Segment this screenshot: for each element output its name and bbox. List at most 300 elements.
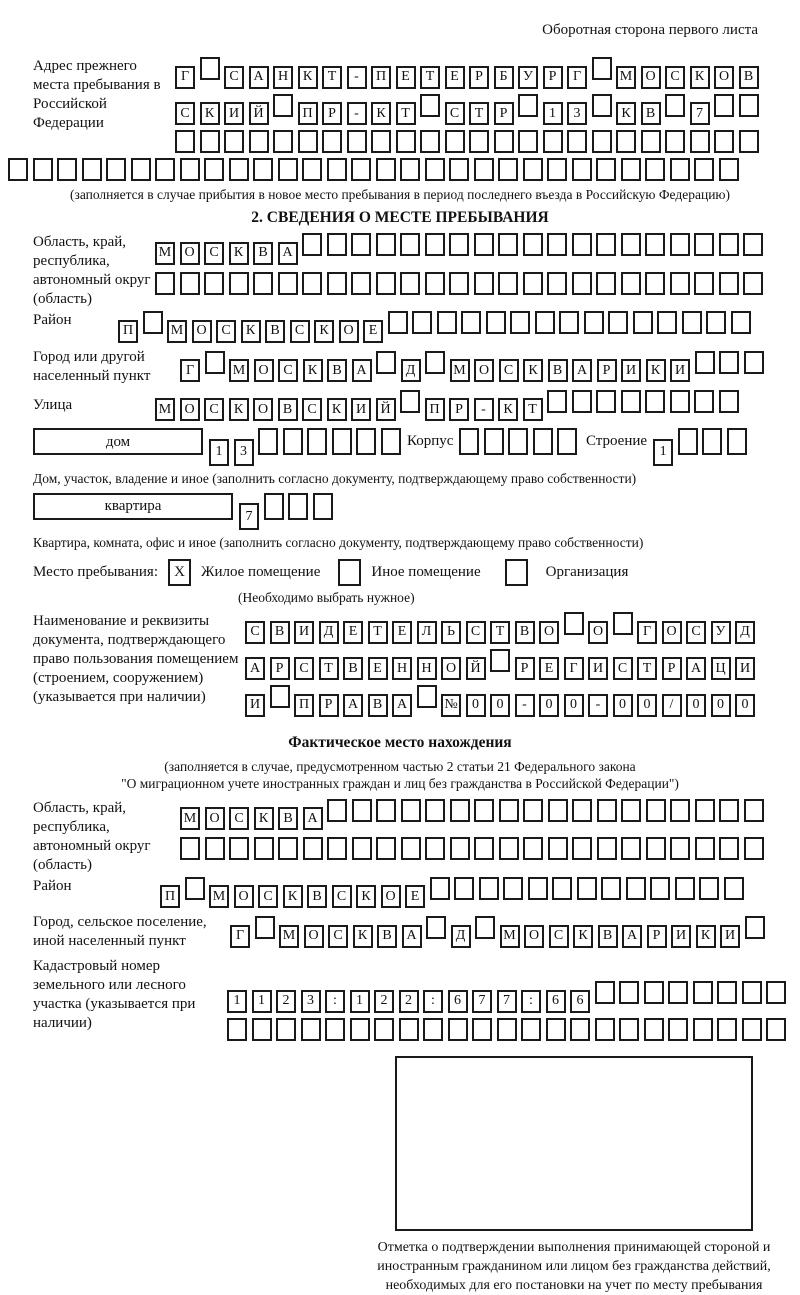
char-cell	[450, 799, 470, 822]
char-cell	[572, 390, 592, 413]
char-cell: В	[278, 807, 298, 830]
char-cell	[548, 799, 568, 822]
char-cell	[572, 158, 592, 181]
house-note: Дом, участок, владение и иное (заполнить согласно документу, подтверждающему право собственности)	[33, 470, 637, 486]
char-cell	[303, 837, 323, 860]
char-cell	[497, 1018, 517, 1041]
char-cell: 0	[539, 694, 559, 717]
char-cell	[454, 877, 474, 900]
char-cell	[670, 799, 690, 822]
char-cell: Й	[249, 102, 269, 125]
char-cell	[595, 1018, 615, 1041]
char-cell: А	[343, 694, 363, 717]
char-cell	[143, 311, 163, 334]
char-cell: О	[254, 359, 274, 382]
char-cell	[567, 130, 587, 153]
char-cell	[621, 837, 641, 860]
char-cell	[592, 130, 612, 153]
char-cell: Л	[417, 621, 437, 644]
char-cell	[484, 428, 504, 455]
char-cell: А	[392, 694, 412, 717]
char-cell: М	[450, 359, 470, 382]
checkbox-zhiloe: X	[168, 559, 191, 586]
cadastral-field	[0, 957, 800, 1046]
char-cell: :	[325, 990, 345, 1013]
char-cell: Г	[564, 657, 584, 680]
char-cell: К	[690, 66, 710, 89]
house-field	[33, 428, 800, 466]
char-cell: 1	[543, 102, 563, 125]
char-cell: О	[662, 621, 682, 644]
char-cell: В	[377, 925, 397, 948]
char-cell: О	[339, 320, 359, 343]
char-cell	[388, 311, 408, 334]
char-cell	[474, 799, 494, 822]
char-cell: Г	[175, 66, 195, 89]
char-cell	[670, 390, 690, 413]
char-cell	[350, 1018, 370, 1041]
korpus-label: Корпус	[407, 433, 454, 449]
char-cell: 6	[448, 990, 468, 1013]
char-cell	[325, 1018, 345, 1041]
char-cell: С	[245, 621, 265, 644]
char-cell: А	[303, 807, 323, 830]
char-cell	[717, 1018, 737, 1041]
char-cell: Г	[637, 621, 657, 644]
char-cell	[425, 351, 445, 374]
char-cell: И	[720, 925, 740, 948]
char-cell: В	[265, 320, 285, 343]
city-label: Город или другой населенный пункт	[33, 348, 151, 384]
char-cell: 0	[686, 694, 706, 717]
apartment-cells	[239, 507, 337, 524]
char-cell: Т	[396, 102, 416, 125]
char-cell	[595, 981, 615, 1004]
prev-address-row-2	[175, 94, 763, 126]
char-cell	[255, 916, 275, 939]
actual-district-row	[160, 877, 748, 909]
char-cell: П	[160, 885, 180, 908]
char-cell	[714, 94, 734, 117]
char-cell	[745, 916, 765, 939]
char-cell	[510, 311, 530, 334]
char-cell	[645, 390, 665, 413]
char-cell	[469, 130, 489, 153]
char-cell	[719, 799, 739, 822]
char-cell: М	[209, 885, 229, 908]
char-cell: Е	[343, 621, 363, 644]
char-cell: О	[205, 807, 225, 830]
char-cell	[695, 351, 715, 374]
char-cell	[528, 877, 548, 900]
char-cell: О	[192, 320, 212, 343]
apartment-note: Квартира, комната, офис и иное (заполнить согласно документу, подтверждающему право собственности)	[33, 535, 644, 550]
char-cell	[742, 1018, 762, 1041]
char-cell	[719, 837, 739, 860]
char-cell	[356, 428, 376, 455]
char-cell	[557, 428, 577, 455]
char-cell: С	[332, 885, 352, 908]
char-cell: 7	[497, 990, 517, 1013]
char-cell: В	[515, 621, 535, 644]
char-cell: 2	[374, 990, 394, 1013]
doc-field	[0, 612, 800, 722]
char-cell	[253, 158, 273, 181]
char-cell	[264, 493, 284, 520]
char-cell	[327, 158, 347, 181]
char-cell: М	[229, 359, 249, 382]
char-cell	[351, 158, 371, 181]
char-cell: 0	[735, 694, 755, 717]
char-cell	[479, 877, 499, 900]
char-cell: П	[298, 102, 318, 125]
char-cell	[472, 1018, 492, 1041]
char-cell	[592, 94, 612, 117]
char-cell: 3	[567, 102, 587, 125]
char-cell: Г	[180, 359, 200, 382]
city-field	[0, 348, 800, 386]
char-cell	[499, 799, 519, 822]
char-cell: О	[524, 925, 544, 948]
char-cell: К	[696, 925, 716, 948]
char-cell: К	[200, 102, 220, 125]
char-cell	[719, 351, 739, 374]
char-cell	[449, 272, 469, 295]
char-cell	[474, 233, 494, 256]
char-cell: М	[616, 66, 636, 89]
char-cell	[547, 272, 567, 295]
char-cell: О	[714, 66, 734, 89]
doc-label: Наименование и реквизиты документа, подтверждающего право пользования помещением (строением, сооружением) (указывается при наличии)	[33, 613, 239, 705]
char-cell: С	[175, 102, 195, 125]
char-cell: В	[270, 621, 290, 644]
char-cell: К	[353, 925, 373, 948]
stamp-caption: Отметка о подтверждении выполнения принимающей стороной и иностранным гражданином или лицом без гражданства действий, необходимых для его постановки на учет по месту пребывания	[377, 1239, 771, 1293]
char-cell	[474, 837, 494, 860]
char-cell	[420, 130, 440, 153]
actual-region-row-2	[180, 837, 768, 860]
char-cell: 7	[239, 503, 259, 530]
char-cell	[399, 1018, 419, 1041]
actual-city-label: Город, сельское поселение, иной населенный пункт	[33, 914, 207, 949]
char-cell	[204, 158, 224, 181]
char-cell	[494, 130, 514, 153]
char-cell	[670, 837, 690, 860]
char-cell	[650, 877, 670, 900]
char-cell: С	[278, 359, 298, 382]
char-cell	[180, 837, 200, 860]
char-cell	[597, 837, 617, 860]
char-cell	[597, 799, 617, 822]
char-cell: Т	[322, 66, 342, 89]
char-cell	[200, 57, 220, 80]
char-cell: В	[739, 66, 759, 89]
char-cell: Е	[405, 885, 425, 908]
char-cell	[727, 428, 747, 455]
char-cell	[376, 837, 396, 860]
char-cell	[204, 272, 224, 295]
char-cell: О	[588, 621, 608, 644]
char-cell: №	[441, 694, 461, 717]
char-cell	[702, 428, 722, 455]
char-cell: В	[253, 242, 273, 265]
char-cell: Т	[637, 657, 657, 680]
char-cell	[229, 158, 249, 181]
char-cell	[224, 130, 244, 153]
char-cell: О	[253, 398, 273, 421]
char-cell: С	[204, 242, 224, 265]
char-cell	[678, 428, 698, 455]
char-cell	[396, 130, 416, 153]
char-cell: -	[588, 694, 608, 717]
actual-location-title: Фактическое место нахождения	[288, 733, 512, 751]
char-cell: И	[735, 657, 755, 680]
char-cell	[665, 130, 685, 153]
char-cell: И	[245, 694, 265, 717]
char-cell: О	[180, 398, 200, 421]
char-cell	[645, 233, 665, 256]
char-cell: 0	[637, 694, 657, 717]
char-cell	[155, 158, 175, 181]
char-cell	[670, 272, 690, 295]
char-cell	[646, 799, 666, 822]
char-cell	[695, 799, 715, 822]
char-cell: 1	[209, 439, 229, 466]
char-cell	[668, 1018, 688, 1041]
char-cell: 0	[490, 694, 510, 717]
char-cell: В	[327, 359, 347, 382]
char-cell: Р	[647, 925, 667, 948]
char-cell: -	[515, 694, 535, 717]
char-cell	[646, 837, 666, 860]
checkbox-organizatsiya	[505, 559, 528, 586]
char-cell	[619, 1018, 639, 1041]
char-cell	[420, 94, 440, 117]
region-row-2	[155, 272, 768, 295]
char-cell	[475, 916, 495, 939]
char-cell	[503, 877, 523, 900]
char-cell: 2	[399, 990, 419, 1013]
char-cell: С	[290, 320, 310, 343]
char-cell: К	[523, 359, 543, 382]
char-cell	[572, 837, 592, 860]
char-cell	[400, 390, 420, 413]
char-cell: -	[347, 66, 367, 89]
char-cell: Ц	[711, 657, 731, 680]
char-cell	[577, 877, 597, 900]
char-cell: С	[613, 657, 633, 680]
char-cell: В	[641, 102, 661, 125]
char-cell	[523, 837, 543, 860]
stay-type-note: (Необходимо выбрать нужное)	[238, 590, 415, 605]
actual-region-label: Область, край, республика, автономный округ (область)	[33, 799, 151, 873]
char-cell: К	[646, 359, 666, 382]
char-cell: М	[155, 398, 175, 421]
char-cell	[351, 233, 371, 256]
char-cell	[278, 272, 298, 295]
char-cell: Е	[363, 320, 383, 343]
char-cell	[621, 233, 641, 256]
char-cell: К	[616, 102, 636, 125]
char-cell	[499, 837, 519, 860]
actual-location-note-1: (заполняется в случае, предусмотренном частью 2 статьи 21 Федерального закона	[164, 758, 636, 774]
char-cell	[596, 390, 616, 413]
char-cell: М	[155, 242, 175, 265]
char-cell	[693, 1018, 713, 1041]
char-cell: К	[254, 807, 274, 830]
char-cell: Т	[420, 66, 440, 89]
char-cell: Д	[451, 925, 471, 948]
actual-location-note-2: "О миграционном учете иностранных граждан и лиц без гражданства в Российской Федерации")	[121, 775, 679, 791]
char-cell: Р	[597, 359, 617, 382]
char-cell: К	[229, 398, 249, 421]
char-cell	[417, 685, 437, 708]
char-cell	[278, 837, 298, 860]
char-cell: Й	[466, 657, 486, 680]
street-label: Улица	[33, 396, 73, 413]
checkbox-inoe	[338, 559, 361, 586]
char-cell	[719, 158, 739, 181]
char-cell	[547, 233, 567, 256]
char-cell: Е	[392, 621, 412, 644]
char-cell: Р	[662, 657, 682, 680]
char-cell	[621, 272, 641, 295]
char-cell	[374, 1018, 394, 1041]
char-cell	[645, 272, 665, 295]
char-cell	[572, 233, 592, 256]
char-cell	[426, 916, 446, 939]
char-cell	[8, 158, 28, 181]
prev-address-label: Адрес прежнего места пребывания в Российской Федерации	[33, 58, 161, 131]
char-cell: А	[249, 66, 269, 89]
char-cell: 1	[350, 990, 370, 1013]
apartment-box: квартира	[33, 493, 233, 520]
char-cell	[423, 1018, 443, 1041]
actual-region-row-1	[180, 799, 768, 831]
char-cell	[401, 837, 421, 860]
char-cell: М	[279, 925, 299, 948]
char-cell	[547, 390, 567, 413]
char-cell	[665, 94, 685, 117]
char-cell: К	[241, 320, 261, 343]
char-cell: -	[347, 102, 367, 125]
char-cell: Р	[270, 657, 290, 680]
char-cell	[400, 272, 420, 295]
char-cell: К	[573, 925, 593, 948]
char-cell	[675, 877, 695, 900]
char-cell	[498, 158, 518, 181]
char-cell	[175, 130, 195, 153]
char-cell	[376, 351, 396, 374]
char-cell	[229, 837, 249, 860]
char-cell: О	[474, 359, 494, 382]
char-cell: А	[402, 925, 422, 948]
char-cell: С	[686, 621, 706, 644]
char-cell: 7	[472, 990, 492, 1013]
char-cell	[371, 130, 391, 153]
char-cell	[724, 877, 744, 900]
char-cell: К	[303, 359, 323, 382]
char-cell: А	[245, 657, 265, 680]
char-cell	[719, 233, 739, 256]
char-cell	[270, 685, 290, 708]
char-cell: Р	[319, 694, 339, 717]
char-cell: О	[539, 621, 559, 644]
char-cell: И	[621, 359, 641, 382]
char-cell	[657, 311, 677, 334]
char-cell	[596, 233, 616, 256]
prev-address-row-1	[175, 57, 763, 89]
actual-region-field	[0, 799, 800, 875]
char-cell	[644, 1018, 664, 1041]
char-cell	[694, 233, 714, 256]
char-cell	[508, 428, 528, 455]
char-cell	[490, 649, 510, 672]
char-cell: Е	[445, 66, 465, 89]
char-cell: В	[307, 885, 327, 908]
char-cell	[205, 837, 225, 860]
char-cell	[743, 233, 763, 256]
char-cell	[619, 981, 639, 1004]
char-cell	[227, 1018, 247, 1041]
char-cell	[584, 311, 604, 334]
char-cell	[351, 272, 371, 295]
char-cell	[474, 272, 494, 295]
char-cell	[596, 272, 616, 295]
char-cell: 0	[613, 694, 633, 717]
char-cell	[106, 158, 126, 181]
char-cell: Т	[368, 621, 388, 644]
char-cell	[400, 233, 420, 256]
char-cell	[592, 57, 612, 80]
char-cell	[425, 799, 445, 822]
char-cell: Д	[735, 621, 755, 644]
korpus-cells	[459, 442, 582, 459]
char-cell	[766, 981, 786, 1004]
stamp-box	[395, 1056, 753, 1231]
char-cell: -	[474, 398, 494, 421]
char-cell: Д	[401, 359, 421, 382]
char-cell	[518, 94, 538, 117]
char-cell: 3	[301, 990, 321, 1013]
char-cell	[690, 130, 710, 153]
char-cell	[717, 981, 737, 1004]
char-cell	[327, 233, 347, 256]
char-cell	[621, 390, 641, 413]
char-cell: Т	[469, 102, 489, 125]
char-cell	[412, 311, 432, 334]
char-cell: П	[425, 398, 445, 421]
doc-row-1	[245, 612, 760, 644]
char-cell	[572, 272, 592, 295]
char-cell	[301, 1018, 321, 1041]
char-cell: Ь	[441, 621, 461, 644]
char-cell: О	[304, 925, 324, 948]
char-cell: А	[352, 359, 372, 382]
char-cell: П	[294, 694, 314, 717]
char-cell	[249, 130, 269, 153]
char-cell	[430, 877, 450, 900]
char-cell	[298, 130, 318, 153]
cadastral-label: Кадастровый номер земельного или лесного участка (указывается при наличии)	[33, 958, 196, 1031]
doc-row-2	[245, 649, 760, 681]
char-cell: А	[622, 925, 642, 948]
char-cell	[693, 981, 713, 1004]
district-field	[0, 311, 800, 348]
char-cell	[327, 272, 347, 295]
char-cell: С	[302, 398, 322, 421]
char-cell	[352, 837, 372, 860]
